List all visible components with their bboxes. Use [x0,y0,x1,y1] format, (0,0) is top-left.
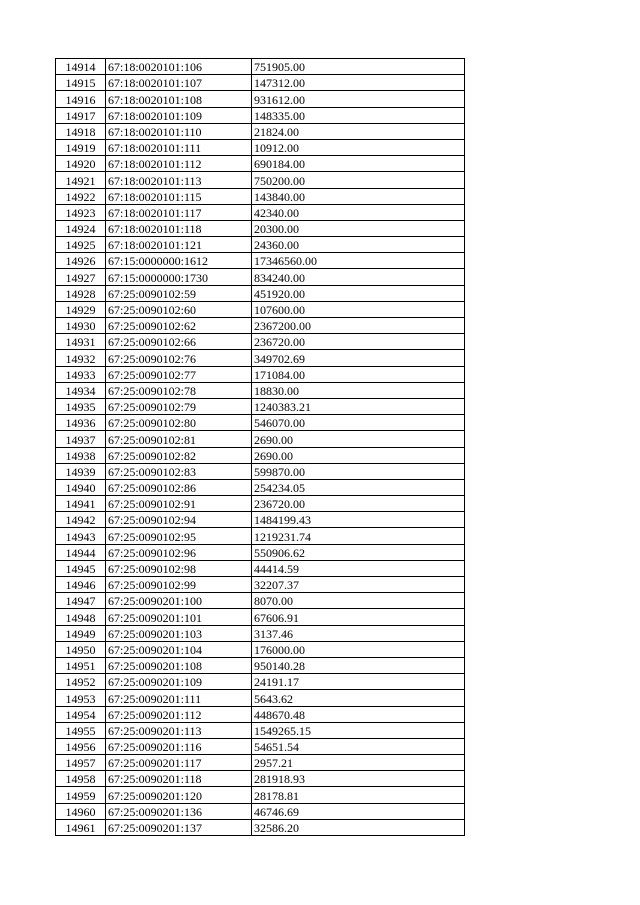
cadastral-number-cell: 67:25:0090102:94 [106,512,252,528]
cadastral-value-cell: 67606.91 [252,609,465,625]
cadastral-number-cell: 67:25:0090201:137 [106,819,252,835]
table-row [56,609,465,625]
cadastral-value-cell: 171084.00 [252,366,465,382]
table-row [56,123,465,139]
row-number-cell: 14935 [56,398,106,414]
cadastral-value-cell: 42340.00 [252,204,465,220]
table-row [56,625,465,641]
cadastral-value-cell: 690184.00 [252,156,465,172]
row-number-cell: 14933 [56,366,106,382]
row-number-cell: 14953 [56,690,106,706]
table-row [56,204,465,220]
cadastral-number-cell: 67:25:0090102:80 [106,415,252,431]
table-row [56,803,465,819]
cadastral-value-cell: 18830.00 [252,382,465,398]
table-row [56,755,465,771]
cadastral-value-cell: 21824.00 [252,123,465,139]
cadastral-value-cell: 54651.54 [252,738,465,754]
cadastral-value-cell: 950140.28 [252,657,465,673]
cadastral-value-cell: 32207.37 [252,577,465,593]
row-number-cell: 14950 [56,641,106,657]
cadastral-number-cell: 67:18:0020101:107 [106,75,252,91]
row-number-cell: 14920 [56,156,106,172]
row-number-cell: 14916 [56,91,106,107]
cadastral-value-cell: 750200.00 [252,172,465,188]
row-number-cell: 14943 [56,528,106,544]
cadastral-number-cell: 67:25:0090102:79 [106,398,252,414]
row-number-cell: 14929 [56,301,106,317]
table-row [56,59,465,75]
cadastral-number-cell: 67:25:0090201:111 [106,690,252,706]
row-number-cell: 14949 [56,625,106,641]
cadastral-number-cell: 67:25:0090102:66 [106,334,252,350]
cadastral-number-cell: 67:25:0090201:112 [106,706,252,722]
table-row [56,431,465,447]
row-number-cell: 14939 [56,463,106,479]
row-number-cell: 14945 [56,560,106,576]
row-number-cell: 14936 [56,415,106,431]
table-row [56,560,465,576]
table-row [56,220,465,236]
table-row [56,269,465,285]
cadastral-number-cell: 67:25:0090201:136 [106,803,252,819]
row-number-cell: 14917 [56,107,106,123]
table-row [56,738,465,754]
cadastral-number-cell: 67:18:0020101:117 [106,204,252,220]
row-number-cell: 14930 [56,318,106,334]
row-number-cell: 14948 [56,609,106,625]
table-row [56,139,465,155]
cadastral-number-cell: 67:25:0090102:99 [106,577,252,593]
cadastral-value-cell: 451920.00 [252,285,465,301]
cadastral-value-cell: 17346560.00 [252,253,465,269]
cadastral-value-cell: 28178.81 [252,787,465,803]
table-row [56,496,465,512]
row-number-cell: 14934 [56,382,106,398]
cadastral-number-cell: 67:25:0090102:91 [106,496,252,512]
cadastral-value-cell: 1549265.15 [252,722,465,738]
table-row [56,771,465,787]
table-row [56,577,465,593]
row-number-cell: 14942 [56,512,106,528]
table-row [56,398,465,414]
row-number-cell: 14918 [56,123,106,139]
table-row [56,156,465,172]
cadastral-number-cell: 67:25:0090102:62 [106,318,252,334]
cadastral-value-table [55,58,465,836]
cadastral-number-cell: 67:25:0090102:77 [106,366,252,382]
table-row [56,91,465,107]
row-number-cell: 14957 [56,755,106,771]
cadastral-number-cell: 67:18:0020101:108 [106,91,252,107]
table-row [56,107,465,123]
cadastral-number-cell: 67:25:0090201:117 [106,755,252,771]
table-row [56,641,465,657]
cadastral-value-cell: 107600.00 [252,301,465,317]
cadastral-number-cell: 67:25:0090102:81 [106,431,252,447]
table-row [56,479,465,495]
cadastral-number-cell: 67:15:0000000:1730 [106,269,252,285]
table-row [56,285,465,301]
table-row [56,528,465,544]
row-number-cell: 14958 [56,771,106,787]
table-row [56,706,465,722]
cadastral-number-cell: 67:18:0020101:109 [106,107,252,123]
cadastral-value-cell: 281918.93 [252,771,465,787]
cadastral-value-cell: 254234.05 [252,479,465,495]
table-body [56,59,465,836]
cadastral-value-cell: 44414.59 [252,560,465,576]
table-row [56,172,465,188]
row-number-cell: 14926 [56,253,106,269]
cadastral-value-cell: 3137.46 [252,625,465,641]
row-number-cell: 14922 [56,188,106,204]
cadastral-number-cell: 67:18:0020101:118 [106,220,252,236]
row-number-cell: 14944 [56,544,106,560]
table-row [56,382,465,398]
table-row [56,657,465,673]
cadastral-number-cell: 67:18:0020101:106 [106,59,252,75]
row-number-cell: 14955 [56,722,106,738]
cadastral-value-cell: 1240383.21 [252,398,465,414]
cadastral-number-cell: 67:25:0090201:101 [106,609,252,625]
cadastral-number-cell: 67:25:0090102:60 [106,301,252,317]
cadastral-value-cell: 236720.00 [252,334,465,350]
cadastral-number-cell: 67:25:0090201:113 [106,722,252,738]
table-row [56,722,465,738]
cadastral-value-cell: 8070.00 [252,593,465,609]
cadastral-number-cell: 67:25:0090201:108 [106,657,252,673]
cadastral-value-cell: 24191.17 [252,674,465,690]
table-row [56,819,465,835]
cadastral-value-cell: 834240.00 [252,269,465,285]
row-number-cell: 14947 [56,593,106,609]
cadastral-number-cell: 67:25:0090201:103 [106,625,252,641]
table-row [56,350,465,366]
cadastral-value-cell: 751905.00 [252,59,465,75]
cadastral-number-cell: 67:25:0090201:118 [106,771,252,787]
cadastral-number-cell: 67:25:0090102:76 [106,350,252,366]
row-number-cell: 14923 [56,204,106,220]
cadastral-number-cell: 67:18:0020101:111 [106,139,252,155]
table-row [56,690,465,706]
table-row [56,512,465,528]
row-number-cell: 14924 [56,220,106,236]
cadastral-value-cell: 2690.00 [252,447,465,463]
cadastral-number-cell: 67:25:0090102:98 [106,560,252,576]
row-number-cell: 14940 [56,479,106,495]
cadastral-value-cell: 176000.00 [252,641,465,657]
row-number-cell: 14931 [56,334,106,350]
row-number-cell: 14954 [56,706,106,722]
cadastral-value-cell: 2367200.00 [252,318,465,334]
cadastral-value-cell: 2957.21 [252,755,465,771]
row-number-cell: 14946 [56,577,106,593]
cadastral-number-cell: 67:15:0000000:1612 [106,253,252,269]
table-row [56,366,465,382]
cadastral-value-cell: 147312.00 [252,75,465,91]
table-row [56,318,465,334]
row-number-cell: 14960 [56,803,106,819]
row-number-cell: 14951 [56,657,106,673]
row-number-cell: 14956 [56,738,106,754]
cadastral-value-cell: 24360.00 [252,237,465,253]
cadastral-value-cell: 143840.00 [252,188,465,204]
table-row [56,463,465,479]
cadastral-number-cell: 67:25:0090201:120 [106,787,252,803]
table-row [56,593,465,609]
row-number-cell: 14941 [56,496,106,512]
cadastral-value-cell: 931612.00 [252,91,465,107]
cadastral-number-cell: 67:25:0090201:100 [106,593,252,609]
table-row [56,75,465,91]
row-number-cell: 14927 [56,269,106,285]
cadastral-value-cell: 349702.69 [252,350,465,366]
row-number-cell: 14928 [56,285,106,301]
cadastral-number-cell: 67:25:0090201:104 [106,641,252,657]
row-number-cell: 14932 [56,350,106,366]
row-number-cell: 14919 [56,139,106,155]
row-number-cell: 14959 [56,787,106,803]
cadastral-number-cell: 67:25:0090102:96 [106,544,252,560]
table-row [56,301,465,317]
cadastral-number-cell: 67:25:0090102:86 [106,479,252,495]
cadastral-number-cell: 67:18:0020101:113 [106,172,252,188]
cadastral-value-cell: 550906.62 [252,544,465,560]
cadastral-number-cell: 67:25:0090102:95 [106,528,252,544]
table-row [56,253,465,269]
row-number-cell: 14937 [56,431,106,447]
cadastral-number-cell: 67:18:0020101:112 [106,156,252,172]
row-number-cell: 14952 [56,674,106,690]
row-number-cell: 14925 [56,237,106,253]
cadastral-value-cell: 148335.00 [252,107,465,123]
table-row [56,447,465,463]
cadastral-value-cell: 2690.00 [252,431,465,447]
cadastral-value-cell: 448670.48 [252,706,465,722]
cadastral-value-cell: 5643.62 [252,690,465,706]
row-number-cell: 14938 [56,447,106,463]
cadastral-value-cell: 1219231.74 [252,528,465,544]
table-row [56,787,465,803]
cadastral-number-cell: 67:25:0090102:83 [106,463,252,479]
cadastral-number-cell: 67:18:0020101:110 [106,123,252,139]
row-number-cell: 14914 [56,59,106,75]
cadastral-number-cell: 67:25:0090201:109 [106,674,252,690]
table-row [56,237,465,253]
cadastral-value-cell: 546070.00 [252,415,465,431]
cadastral-number-cell: 67:18:0020101:121 [106,237,252,253]
cadastral-number-cell: 67:25:0090102:59 [106,285,252,301]
cadastral-value-cell: 1484199.43 [252,512,465,528]
row-number-cell: 14921 [56,172,106,188]
table-row [56,674,465,690]
table-row [56,188,465,204]
cadastral-number-cell: 67:25:0090201:116 [106,738,252,754]
table-row [56,415,465,431]
cadastral-value-cell: 599870.00 [252,463,465,479]
cadastral-number-cell: 67:25:0090102:82 [106,447,252,463]
cadastral-value-cell: 20300.00 [252,220,465,236]
cadastral-value-cell: 32586.20 [252,819,465,835]
row-number-cell: 14915 [56,75,106,91]
cadastral-number-cell: 67:25:0090102:78 [106,382,252,398]
row-number-cell: 14961 [56,819,106,835]
table-row [56,544,465,560]
cadastral-number-cell: 67:18:0020101:115 [106,188,252,204]
cadastral-value-cell: 10912.00 [252,139,465,155]
cadastral-value-cell: 236720.00 [252,496,465,512]
table-row [56,334,465,350]
cadastral-value-cell: 46746.69 [252,803,465,819]
